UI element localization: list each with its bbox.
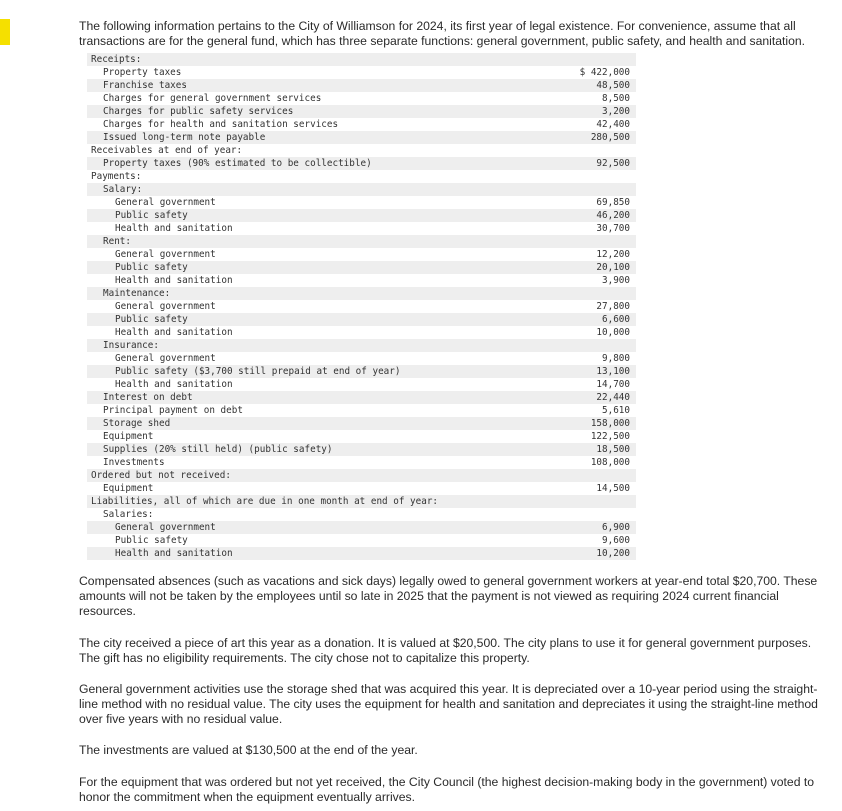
row-label: General government	[115, 249, 216, 260]
row-amount: 10,000	[596, 327, 630, 338]
row-label: Equipment	[103, 431, 154, 442]
row-label: General government	[115, 301, 216, 312]
row-amount: 27,800	[596, 301, 630, 312]
row-label: Public safety	[115, 210, 188, 221]
row-label: Health and sanitation	[115, 275, 233, 286]
row-label: Charges for health and sanitation services	[103, 119, 339, 130]
row-amount: 3,200	[602, 106, 630, 117]
table-row	[87, 287, 636, 300]
table-row	[87, 92, 636, 105]
row-label: Rent:	[103, 236, 131, 247]
row-label: Health and sanitation	[115, 548, 233, 559]
row-amount: 158,000	[590, 418, 630, 429]
table-row	[87, 417, 636, 430]
table-row	[87, 157, 636, 170]
row-label: Payments:	[91, 171, 142, 182]
row-amount: 22,440	[596, 392, 630, 403]
row-label: Health and sanitation	[115, 223, 233, 234]
row-amount: $ 422,000	[579, 67, 630, 78]
table-row	[87, 248, 636, 261]
row-amount	[630, 495, 636, 508]
row-label: General government	[115, 197, 216, 208]
row-label: Salaries:	[103, 509, 154, 520]
highlight-marker	[0, 19, 10, 45]
table-row	[87, 378, 636, 391]
row-label: Charges for general government services	[103, 93, 322, 104]
table-row	[87, 66, 636, 79]
row-label: Health and sanitation	[115, 327, 233, 338]
row-label: General government	[115, 522, 216, 533]
table-row	[87, 521, 636, 534]
row-label: Interest on debt	[103, 392, 193, 403]
table-row	[87, 404, 636, 417]
table-row	[87, 144, 636, 157]
row-amount: 46,200	[596, 210, 630, 221]
table-row	[87, 547, 636, 560]
table-row	[87, 495, 636, 508]
table-row	[87, 391, 636, 404]
row-label: Property taxes	[103, 67, 182, 78]
table-row	[87, 326, 636, 339]
intro-paragraph: The following information pertains to the City of Williamson for 2024, its first year of legal existence. For convenience, assume that all transactions are for the general fund, which has three separate functions: general government, public safety, and health and sanitation.	[79, 19, 806, 49]
compensated-absences-paragraph: Compensated absences (such as vacations and sick days) legally owed to general government workers at year-end total $20,700. These amounts will not be taken by the employees until so late in 2025 that the payment is not viewed as requiring 2024 current financial resources.	[79, 574, 818, 618]
table-row	[87, 170, 636, 183]
table-row	[87, 300, 636, 313]
table-row	[87, 534, 636, 547]
investments-paragraph: The investments are valued at $130,500 at the end of the year.	[79, 743, 418, 757]
row-amount: 14,700	[596, 379, 630, 390]
row-label: Investments	[103, 457, 165, 468]
table-row	[87, 79, 636, 92]
financial-data-table	[87, 53, 636, 560]
row-amount: 122,500	[590, 431, 630, 442]
table-row	[87, 456, 636, 469]
row-amount: 14,500	[596, 483, 630, 494]
row-amount: 10,200	[596, 548, 630, 559]
donated-art-paragraph: The city received a piece of art this year as a donation. It is valued at $20,500. The city plans to use it for general government purposes. The gift has no eligibility requirements. The city chose not to capitalize this property.	[79, 636, 812, 665]
row-amount: 30,700	[596, 223, 630, 234]
row-label: Franchise taxes	[103, 80, 187, 91]
row-label: Liabilities, all of which are due in one month at end of year:	[91, 496, 439, 507]
row-label: General government	[115, 353, 216, 364]
row-label: Public safety	[115, 535, 188, 546]
table-row	[87, 430, 636, 443]
row-amount	[630, 53, 636, 66]
table-row	[87, 222, 636, 235]
row-label: Receipts:	[91, 54, 142, 65]
table-row	[87, 209, 636, 222]
row-label: Public safety	[115, 314, 188, 325]
row-amount: 20,100	[596, 262, 630, 273]
row-label: Principal payment on debt	[103, 405, 243, 416]
table-row	[87, 183, 636, 196]
row-label: Ordered but not received:	[91, 470, 231, 481]
row-amount: 9,800	[602, 353, 630, 364]
table-row	[87, 313, 636, 326]
row-amount	[630, 469, 636, 482]
row-amount: 6,900	[602, 522, 630, 533]
row-amount: 69,850	[596, 197, 630, 208]
table-row	[87, 469, 636, 482]
row-label: Maintenance:	[103, 288, 171, 299]
row-amount: 12,200	[596, 249, 630, 260]
table-row	[87, 339, 636, 352]
table-row	[87, 235, 636, 248]
table-row	[87, 131, 636, 144]
row-label: Public safety	[115, 262, 188, 273]
row-label: Property taxes (90% estimated to be collectible)	[103, 158, 372, 169]
row-label: Salary:	[103, 184, 143, 195]
table-row	[87, 508, 636, 521]
row-label: Health and sanitation	[115, 379, 233, 390]
row-amount	[630, 144, 636, 157]
table-row	[87, 53, 636, 66]
row-amount: 5,610	[602, 405, 630, 416]
table-row	[87, 365, 636, 378]
row-label: Charges for public safety services	[103, 106, 294, 117]
row-amount: 48,500	[596, 80, 630, 91]
row-amount: 108,000	[590, 457, 630, 468]
table-row	[87, 105, 636, 118]
table-row	[87, 352, 636, 365]
row-label: Public safety ($3,700 still prepaid at end of year)	[115, 366, 401, 377]
row-amount: 42,400	[596, 119, 630, 130]
row-amount: 18,500	[596, 444, 630, 455]
table-row	[87, 196, 636, 209]
table-row	[87, 261, 636, 274]
table-row	[87, 274, 636, 287]
row-amount: 92,500	[596, 158, 630, 169]
row-amount: 9,600	[602, 535, 630, 546]
row-label: Equipment	[103, 483, 154, 494]
row-label: Receivables at end of year:	[91, 145, 243, 156]
row-amount	[630, 339, 636, 352]
row-amount: 280,500	[590, 132, 630, 143]
row-amount	[630, 287, 636, 300]
table-row	[87, 443, 636, 456]
row-label: Supplies (20% still held) (public safety)	[103, 444, 333, 455]
row-amount	[630, 508, 636, 521]
row-amount: 8,500	[602, 93, 630, 104]
row-amount: 6,600	[602, 314, 630, 325]
row-amount: 3,900	[602, 275, 630, 286]
row-label: Storage shed	[103, 418, 171, 429]
row-amount	[630, 183, 636, 196]
row-label: Issued long-term note payable	[103, 132, 266, 143]
row-amount	[630, 235, 636, 248]
row-amount: 13,100	[596, 366, 630, 377]
row-amount	[630, 170, 636, 183]
table-row	[87, 118, 636, 131]
commitment-paragraph: For the equipment that was ordered but not yet received, the City Council (the highest decision-making body in the government) voted to honor the commitment when the equipment eventually arrives.	[79, 775, 815, 804]
row-label: Insurance:	[103, 340, 159, 351]
table-row	[87, 482, 636, 495]
depreciation-paragraph: General government activities use the storage shed that was acquired this year. It is depreciated over a 10-year period using the straight-line method with no residual value. The city uses the equipment for health and sanitation and depreciates it using the straight-line method over five years with no residual value.	[79, 682, 818, 726]
